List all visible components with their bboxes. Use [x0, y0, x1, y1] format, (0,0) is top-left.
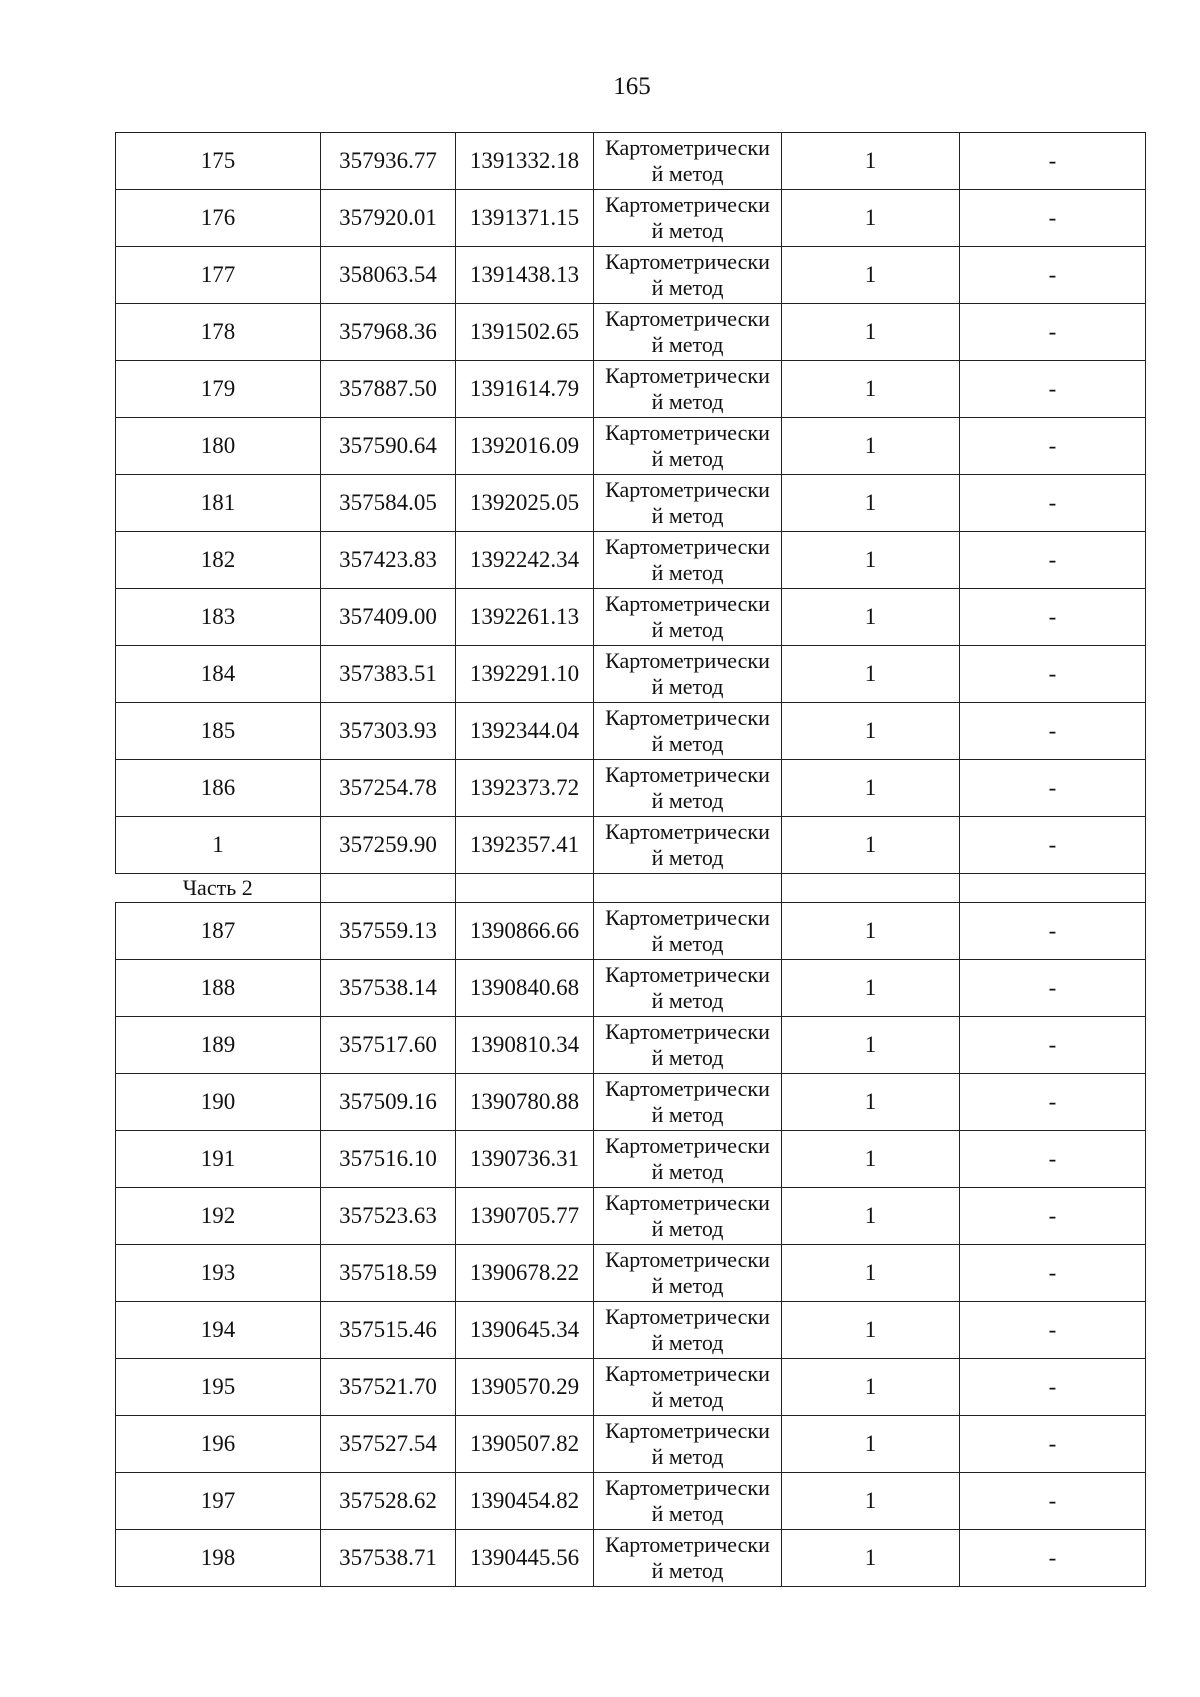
y-coordinate-cell: 1390866.66: [456, 903, 594, 960]
note-cell: -: [960, 1131, 1146, 1188]
method-text-line-2: й метод: [651, 1273, 724, 1298]
x-coordinate-cell: 357584.05: [321, 475, 456, 532]
note-cell: -: [960, 190, 1146, 247]
x-coordinate-cell: 357528.62: [321, 1473, 456, 1530]
y-coordinate-cell: 1392242.34: [456, 532, 594, 589]
table-row: [116, 1188, 1146, 1245]
empty-cell: [960, 874, 1146, 903]
y-coordinate-cell: 1390645.34: [456, 1302, 594, 1359]
x-coordinate-cell: 357409.00: [321, 589, 456, 646]
point-number-cell: 179: [116, 361, 321, 418]
accuracy-cell: 1: [782, 960, 960, 1017]
point-number-cell: 192: [116, 1188, 321, 1245]
table-row: [116, 1359, 1146, 1416]
point-number-cell: 194: [116, 1302, 321, 1359]
method-cell: [594, 646, 782, 703]
method-text-line-1: Картометрически: [605, 1532, 770, 1557]
point-number-cell: 1: [116, 817, 321, 874]
empty-cell: [321, 874, 456, 903]
method-text-line-2: й метод: [651, 1387, 724, 1412]
note-cell: -: [960, 361, 1146, 418]
method-text-line-1: Картометрически: [605, 819, 770, 844]
point-number-cell: 187: [116, 903, 321, 960]
y-coordinate-cell: 1390507.82: [456, 1416, 594, 1473]
point-number-cell: 183: [116, 589, 321, 646]
method-cell: [594, 190, 782, 247]
note-cell: -: [960, 817, 1146, 874]
point-number-cell: 181: [116, 475, 321, 532]
method-cell: [594, 361, 782, 418]
table-row: [116, 361, 1146, 418]
method-cell: [594, 1131, 782, 1188]
y-coordinate-cell: 1391371.15: [456, 190, 594, 247]
accuracy-cell: 1: [782, 361, 960, 418]
x-coordinate-cell: 357936.77: [321, 133, 456, 190]
table-row: [116, 646, 1146, 703]
method-text-line-2: й метод: [651, 788, 724, 813]
method-text-line-1: Картометрически: [605, 477, 770, 502]
y-coordinate-cell: 1392344.04: [456, 703, 594, 760]
y-coordinate-cell: 1390454.82: [456, 1473, 594, 1530]
method-text-line-1: Картометрически: [605, 1475, 770, 1500]
note-cell: -: [960, 1302, 1146, 1359]
method-text-line-1: Картометрически: [605, 648, 770, 673]
x-coordinate-cell: 357516.10: [321, 1131, 456, 1188]
point-number-cell: 175: [116, 133, 321, 190]
method-cell: [594, 532, 782, 589]
section-label: Часть 2: [116, 874, 321, 903]
method-text-line-1: Картометрически: [605, 591, 770, 616]
method-text-line-1: Картометрически: [605, 1247, 770, 1272]
point-number-cell: 182: [116, 532, 321, 589]
method-text-line-2: й метод: [651, 1045, 724, 1070]
y-coordinate-cell: 1392291.10: [456, 646, 594, 703]
accuracy-cell: 1: [782, 817, 960, 874]
x-coordinate-cell: 357259.90: [321, 817, 456, 874]
accuracy-cell: 1: [782, 1017, 960, 1074]
accuracy-cell: 1: [782, 646, 960, 703]
note-cell: -: [960, 1416, 1146, 1473]
accuracy-cell: 1: [782, 903, 960, 960]
note-cell: -: [960, 760, 1146, 817]
point-number-cell: 176: [116, 190, 321, 247]
x-coordinate-cell: 357523.63: [321, 1188, 456, 1245]
table-row: [116, 418, 1146, 475]
method-text-line-2: й метод: [651, 446, 724, 471]
section-row: [116, 874, 1146, 903]
table-row: [116, 1245, 1146, 1302]
coordinates-table: [115, 132, 1146, 1587]
section-header-part-2: [116, 874, 1146, 903]
table-body-part-2: [116, 903, 1146, 1587]
table-row: [116, 1302, 1146, 1359]
method-text-line-1: Картометрически: [605, 534, 770, 559]
note-cell: -: [960, 1017, 1146, 1074]
x-coordinate-cell: 357590.64: [321, 418, 456, 475]
method-text-line-2: й метод: [651, 1501, 724, 1526]
note-cell: -: [960, 1245, 1146, 1302]
point-number-cell: 193: [116, 1245, 321, 1302]
x-coordinate-cell: 357303.93: [321, 703, 456, 760]
note-cell: -: [960, 133, 1146, 190]
point-number-cell: 184: [116, 646, 321, 703]
method-text-line-2: й метод: [651, 560, 724, 585]
method-cell: [594, 960, 782, 1017]
accuracy-cell: 1: [782, 1245, 960, 1302]
accuracy-cell: 1: [782, 1530, 960, 1587]
x-coordinate-cell: 357518.59: [321, 1245, 456, 1302]
method-text-line-1: Картометрически: [605, 1304, 770, 1329]
y-coordinate-cell: 1390840.68: [456, 960, 594, 1017]
method-text-line-2: й метод: [651, 389, 724, 414]
method-text-line-1: Картометрически: [605, 1133, 770, 1158]
y-coordinate-cell: 1390570.29: [456, 1359, 594, 1416]
x-coordinate-cell: 357423.83: [321, 532, 456, 589]
point-number-cell: 191: [116, 1131, 321, 1188]
table-row: [116, 1530, 1146, 1587]
y-coordinate-cell: 1392261.13: [456, 589, 594, 646]
method-text-line-1: Картометрически: [605, 363, 770, 388]
x-coordinate-cell: 357968.36: [321, 304, 456, 361]
method-text-line-1: Картометрически: [605, 249, 770, 274]
note-cell: -: [960, 475, 1146, 532]
accuracy-cell: 1: [782, 190, 960, 247]
method-cell: [594, 589, 782, 646]
x-coordinate-cell: 357559.13: [321, 903, 456, 960]
page-number: 165: [613, 73, 651, 100]
method-text-line-1: Картометрически: [605, 192, 770, 217]
point-number-cell: 188: [116, 960, 321, 1017]
accuracy-cell: 1: [782, 1074, 960, 1131]
table-row: [116, 133, 1146, 190]
accuracy-cell: 1: [782, 532, 960, 589]
table-row: [116, 960, 1146, 1017]
method-cell: [594, 903, 782, 960]
method-text-line-2: й метод: [651, 1216, 724, 1241]
point-number-cell: 196: [116, 1416, 321, 1473]
x-coordinate-cell: 357521.70: [321, 1359, 456, 1416]
y-coordinate-cell: 1391502.65: [456, 304, 594, 361]
note-cell: -: [960, 418, 1146, 475]
point-number-cell: 178: [116, 304, 321, 361]
note-cell: -: [960, 1074, 1146, 1131]
x-coordinate-cell: 357538.14: [321, 960, 456, 1017]
note-cell: -: [960, 646, 1146, 703]
x-coordinate-cell: 357887.50: [321, 361, 456, 418]
y-coordinate-cell: 1390705.77: [456, 1188, 594, 1245]
method-cell: [594, 817, 782, 874]
accuracy-cell: 1: [782, 760, 960, 817]
table-row: [116, 903, 1146, 960]
method-text-line-2: й метод: [651, 988, 724, 1013]
method-text-line-2: й метод: [651, 617, 724, 642]
method-text-line-2: й метод: [651, 731, 724, 756]
y-coordinate-cell: 1390736.31: [456, 1131, 594, 1188]
y-coordinate-cell: 1390810.34: [456, 1017, 594, 1074]
point-number-cell: 195: [116, 1359, 321, 1416]
y-coordinate-cell: 1392016.09: [456, 418, 594, 475]
note-cell: -: [960, 247, 1146, 304]
y-coordinate-cell: 1392373.72: [456, 760, 594, 817]
y-coordinate-cell: 1390780.88: [456, 1074, 594, 1131]
x-coordinate-cell: 357254.78: [321, 760, 456, 817]
method-text-line-1: Картометрически: [605, 1418, 770, 1443]
method-text-line-2: й метод: [651, 503, 724, 528]
method-text-line-2: й метод: [651, 1102, 724, 1127]
table-row: [116, 304, 1146, 361]
method-cell: [594, 1017, 782, 1074]
note-cell: -: [960, 1530, 1146, 1587]
x-coordinate-cell: 357527.54: [321, 1416, 456, 1473]
point-number-cell: 198: [116, 1530, 321, 1587]
table-row: [116, 532, 1146, 589]
method-text-line-1: Картометрически: [605, 962, 770, 987]
method-text-line-2: й метод: [651, 218, 724, 243]
empty-cell: [456, 874, 594, 903]
method-cell: [594, 1245, 782, 1302]
empty-cell: [782, 874, 960, 903]
x-coordinate-cell: 357517.60: [321, 1017, 456, 1074]
note-cell: -: [960, 703, 1146, 760]
table-row: [116, 190, 1146, 247]
table-row: [116, 817, 1146, 874]
accuracy-cell: 1: [782, 589, 960, 646]
y-coordinate-cell: 1391438.13: [456, 247, 594, 304]
method-text-line-1: Картометрически: [605, 306, 770, 331]
table-row: [116, 1131, 1146, 1188]
point-number-cell: 180: [116, 418, 321, 475]
x-coordinate-cell: 357509.16: [321, 1074, 456, 1131]
x-coordinate-cell: 357383.51: [321, 646, 456, 703]
note-cell: -: [960, 1188, 1146, 1245]
note-cell: -: [960, 589, 1146, 646]
table-row: [116, 475, 1146, 532]
accuracy-cell: 1: [782, 1416, 960, 1473]
method-text-line-1: Картометрически: [605, 705, 770, 730]
empty-cell: [594, 874, 782, 903]
method-cell: [594, 1188, 782, 1245]
accuracy-cell: 1: [782, 133, 960, 190]
accuracy-cell: 1: [782, 1359, 960, 1416]
method-text-line-2: й метод: [651, 674, 724, 699]
method-text-line-1: Картометрически: [605, 1361, 770, 1386]
method-text-line-2: й метод: [651, 931, 724, 956]
accuracy-cell: 1: [782, 703, 960, 760]
method-cell: [594, 1359, 782, 1416]
table-row: [116, 703, 1146, 760]
note-cell: -: [960, 532, 1146, 589]
method-text-line-1: Картометрически: [605, 1190, 770, 1215]
point-number-cell: 197: [116, 1473, 321, 1530]
method-text-line-2: й метод: [651, 1444, 724, 1469]
table-row: [116, 760, 1146, 817]
accuracy-cell: 1: [782, 1473, 960, 1530]
point-number-cell: 190: [116, 1074, 321, 1131]
y-coordinate-cell: 1392357.41: [456, 817, 594, 874]
table-row: [116, 1473, 1146, 1530]
point-number-cell: 185: [116, 703, 321, 760]
table-row: [116, 1416, 1146, 1473]
x-coordinate-cell: 357538.71: [321, 1530, 456, 1587]
y-coordinate-cell: 1391614.79: [456, 361, 594, 418]
point-number-cell: 177: [116, 247, 321, 304]
method-cell: [594, 1416, 782, 1473]
method-cell: [594, 475, 782, 532]
method-text-line-1: Картометрически: [605, 1076, 770, 1101]
method-text-line-2: й метод: [651, 1159, 724, 1184]
method-text-line-1: Картометрически: [605, 135, 770, 160]
table-row: [116, 1074, 1146, 1131]
accuracy-cell: 1: [782, 475, 960, 532]
method-cell: [594, 304, 782, 361]
method-text-line-2: й метод: [651, 845, 724, 870]
method-text-line-2: й метод: [651, 1330, 724, 1355]
y-coordinate-cell: 1390678.22: [456, 1245, 594, 1302]
accuracy-cell: 1: [782, 1188, 960, 1245]
note-cell: -: [960, 1473, 1146, 1530]
point-number-cell: 186: [116, 760, 321, 817]
y-coordinate-cell: 1391332.18: [456, 133, 594, 190]
table-row: [116, 589, 1146, 646]
method-text-line-1: Картометрически: [605, 420, 770, 445]
accuracy-cell: 1: [782, 304, 960, 361]
method-cell: [594, 1302, 782, 1359]
note-cell: -: [960, 903, 1146, 960]
method-cell: [594, 1473, 782, 1530]
method-text-line-1: Картометрически: [605, 1019, 770, 1044]
method-cell: [594, 133, 782, 190]
method-cell: [594, 760, 782, 817]
method-text-line-2: й метод: [651, 332, 724, 357]
method-text-line-2: й метод: [651, 275, 724, 300]
method-text-line-2: й метод: [651, 161, 724, 186]
table-row: [116, 1017, 1146, 1074]
method-cell: [594, 1074, 782, 1131]
note-cell: -: [960, 304, 1146, 361]
y-coordinate-cell: 1390445.56: [456, 1530, 594, 1587]
method-cell: [594, 703, 782, 760]
method-text-line-1: Картометрически: [605, 762, 770, 787]
x-coordinate-cell: 357920.01: [321, 190, 456, 247]
accuracy-cell: 1: [782, 1131, 960, 1188]
point-number-cell: 189: [116, 1017, 321, 1074]
table-row: [116, 247, 1146, 304]
note-cell: -: [960, 960, 1146, 1017]
method-cell: [594, 1530, 782, 1587]
x-coordinate-cell: 357515.46: [321, 1302, 456, 1359]
y-coordinate-cell: 1392025.05: [456, 475, 594, 532]
table-body-part-1: [116, 133, 1146, 874]
note-cell: -: [960, 1359, 1146, 1416]
accuracy-cell: 1: [782, 247, 960, 304]
method-cell: [594, 247, 782, 304]
accuracy-cell: 1: [782, 1302, 960, 1359]
method-text-line-1: Картометрически: [605, 905, 770, 930]
accuracy-cell: 1: [782, 418, 960, 475]
method-text-line-2: й метод: [651, 1558, 724, 1583]
x-coordinate-cell: 358063.54: [321, 247, 456, 304]
method-cell: [594, 418, 782, 475]
